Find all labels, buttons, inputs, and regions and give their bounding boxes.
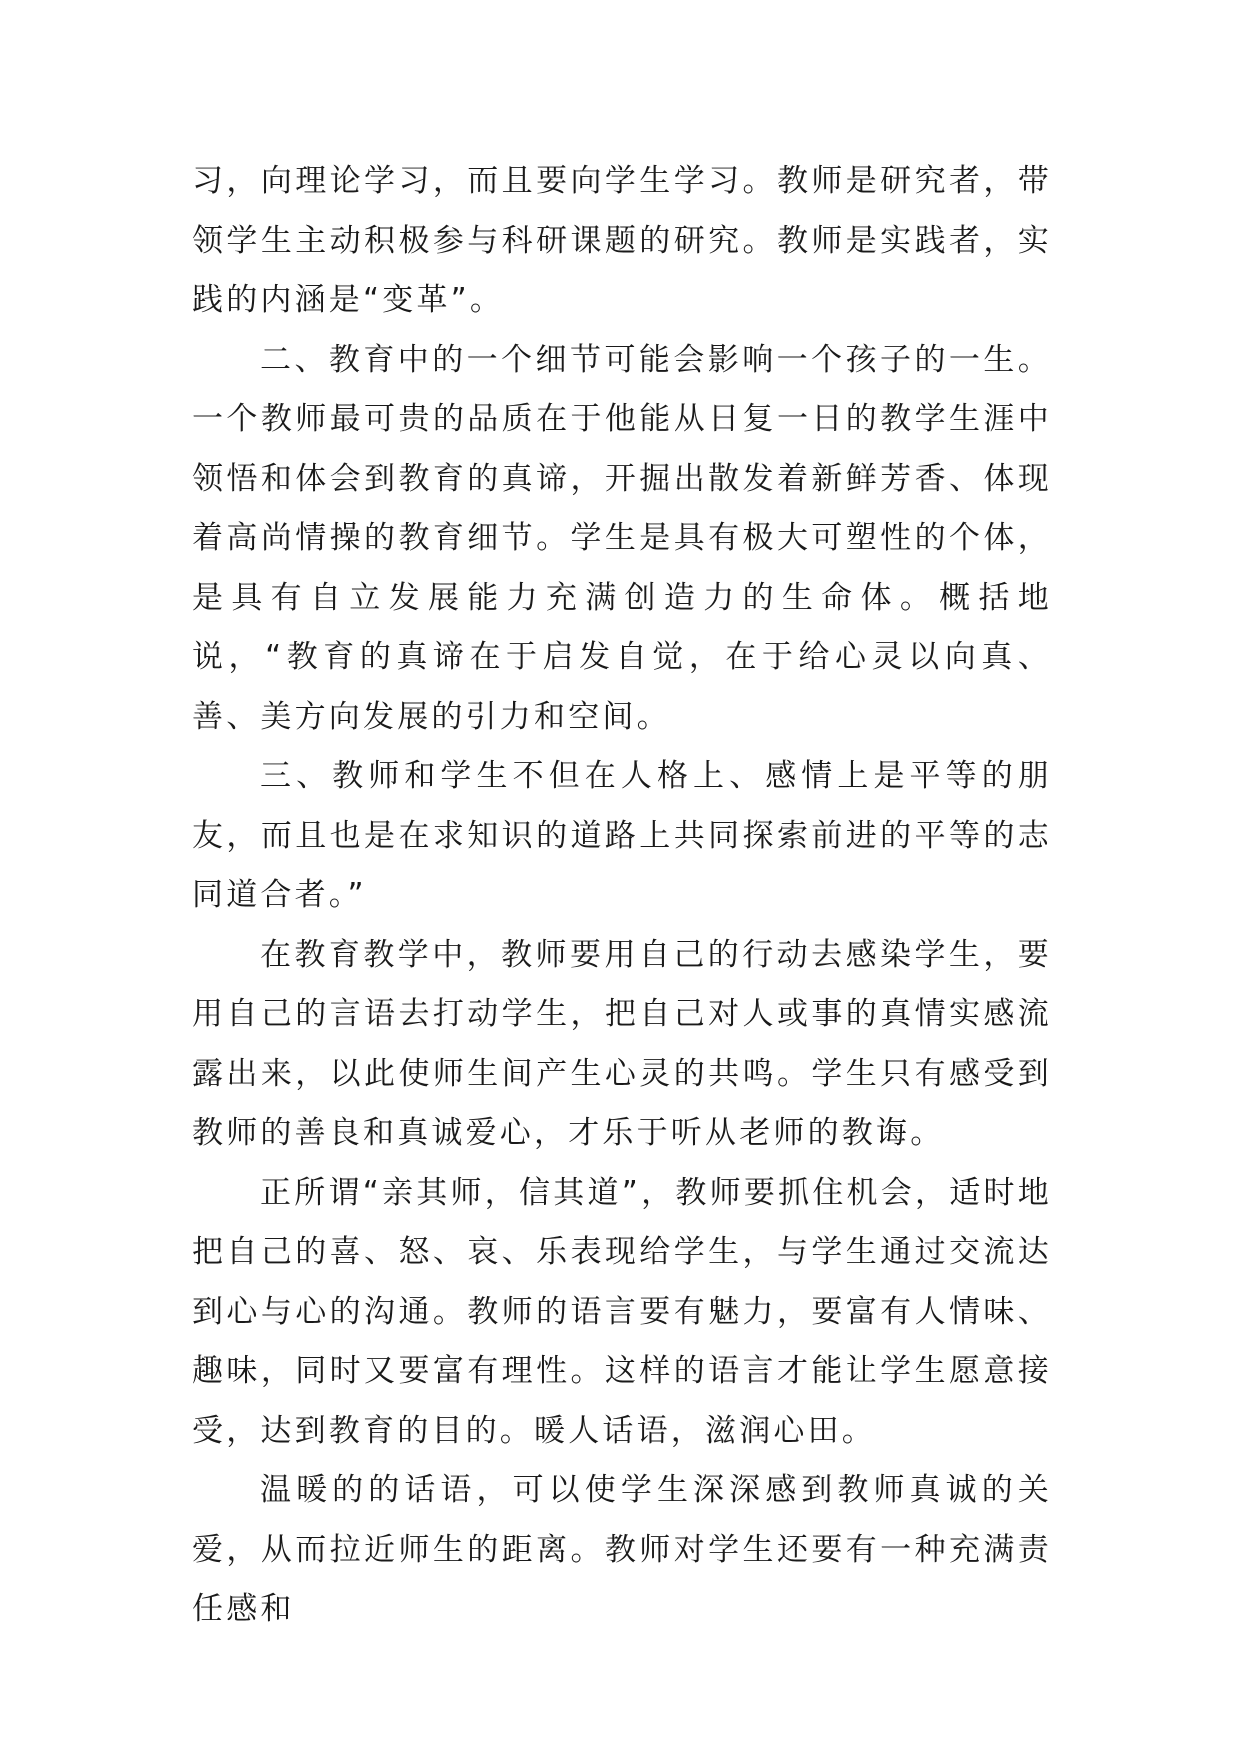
paragraph-2: 二、教育中的一个细节可能会影响一个孩子的一生。一个教师最可贵的品质在于他能从日复一日的教学生涯中领悟和体会到教育的真谛，开掘出散发着新鲜芳香、体现着高尚情操的教育细节。学生是具有极大可塑性的个体，是具有自立发展能力充满创造力的生命体。概括地说，“教育的真谛在于启发自觉，在于给心灵以向真、善、美方向发展的引力和空间。 bbox=[192, 341, 1052, 735]
paragraph-4: 在教育教学中，教师要用自己的行动去感染学生，要用自己的言语去打动学生，把自己对人或事的真情实感流露出来，以此使师生间产生心灵的共鸣。学生只有感受到教师的善良和真诚爱心，才乐于听从老师的教诲。 bbox=[192, 936, 1052, 1151]
paragraph-6: 温暖的的话语，可以使学生深深感到教师真诚的关爱，从而拉近师生的距离。教师对学生还要有一种充满责任感和 bbox=[192, 1472, 1052, 1627]
document-body bbox=[192, 152, 1052, 1640]
paragraph-1: 习，向理论学习，而且要向学生学习。教师是研究者，带领学生主动积极参与科研课题的研究。教师是实践者，实践的内涵是“变革”。 bbox=[192, 163, 1052, 318]
paragraph-3: 三、教师和学生不但在人格上、感情上是平等的朋友，而且也是在求知识的道路上共同探索前进的平等的志同道合者。” bbox=[192, 758, 1052, 913]
paragraph-5: 正所谓“亲其师，信其道”，教师要抓住机会，适时地把自己的喜、怒、哀、乐表现给学生，与学生通过交流达到心与心的沟通。教师的语言要有魅力，要富有人情味、趣味，同时又要富有理性。这样的语言才能让学生愿意接受，达到教育的目的。暖人话语，滋润心田。 bbox=[192, 1174, 1052, 1449]
